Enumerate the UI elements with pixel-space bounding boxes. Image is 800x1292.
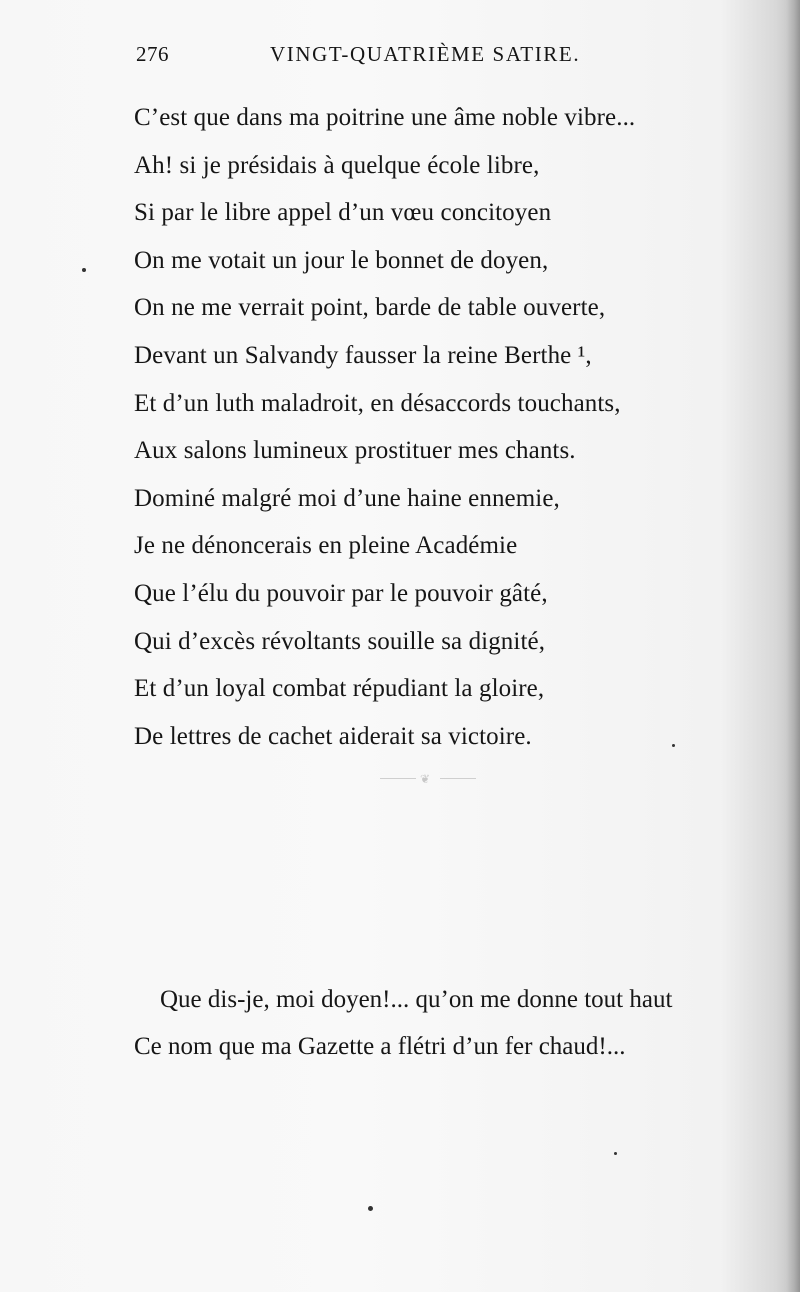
verse-line: Et d’un luth maladroit, en désaccords touchants, xyxy=(134,389,621,417)
page-edge-shadow xyxy=(786,0,800,1292)
ink-speck xyxy=(614,1152,617,1155)
verse-line: Si par le libre appel d’un vœu concitoyen xyxy=(134,199,552,227)
verse-line: Je ne dénoncerais en pleine Académie xyxy=(134,532,518,560)
verse-line: Et d’un loyal combat répudiant la gloire, xyxy=(134,675,545,703)
verse-line: Ce nom que ma Gazette a flétri d’un fer chaud!... xyxy=(134,1033,626,1060)
verse-line: C’est que dans ma poitrine une âme noble vibre... xyxy=(134,104,636,131)
verse-line: Dominé malgré moi d’une haine ennemie, xyxy=(134,484,560,512)
verse-line: Ah! si je présidais à quelque école libre, xyxy=(134,151,540,179)
ornament-rule-left xyxy=(380,778,416,779)
ornament-rule-right xyxy=(440,778,476,779)
verse-line: On ne me verrait point, barde de table ouverte, xyxy=(134,294,606,322)
verse-line: Que l’élu du pouvoir par le pouvoir gâté, xyxy=(134,579,548,607)
running-title: VINGT-QUATRIÈME SATIRE. xyxy=(270,42,581,66)
ink-speck xyxy=(368,1206,373,1211)
section-ornament xyxy=(380,772,480,786)
verse-line: De lettres de cachet aiderait sa victoire. xyxy=(134,722,532,750)
verse-line: Que dis-je, moi doyen!... qu’on me donne tout haut xyxy=(160,986,673,1013)
verse-line: Qui d’excès révoltants souille sa dignité, xyxy=(134,627,546,655)
fleuron-icon: ❦ xyxy=(420,772,431,786)
verse-line: Devant un Salvandy fausser la reine Berthe ¹, xyxy=(134,341,592,369)
page-number: 276 xyxy=(136,42,169,66)
verse-line: Aux salons lumineux prostituer mes chants. xyxy=(134,437,576,465)
ink-speck xyxy=(82,268,86,272)
poem-stanza-1 xyxy=(134,94,724,760)
page-header xyxy=(136,42,696,72)
poem-stanza-2 xyxy=(134,976,754,1070)
ink-speck xyxy=(672,744,675,747)
verse-line: On me votait un jour le bonnet de doyen, xyxy=(134,246,549,274)
